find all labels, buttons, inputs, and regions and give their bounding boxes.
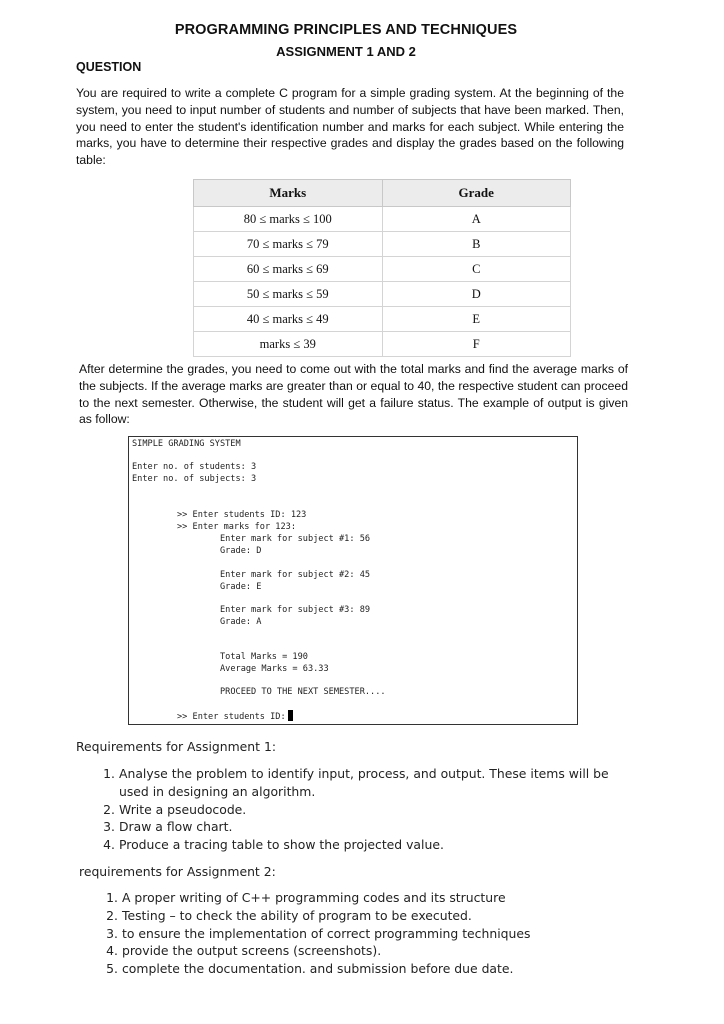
document-subtitle: ASSIGNMENT 1 AND 2 [276,44,416,59]
console-total-marks: Total Marks = 190 [220,652,308,662]
grade-cell: D [382,282,571,307]
list-item: 1. A proper writing of C++ programming codes and its structure [106,890,506,905]
console-title: SIMPLE GRADING SYSTEM [132,439,241,449]
table-row [194,207,571,232]
grade-cell: C [382,257,571,282]
column-header-grade: Grade [382,180,571,207]
table-header-row [194,180,571,207]
console-subject2-prompt: Enter mark for subject #2: 45 [220,570,371,580]
list-item: 3. to ensure the implementation of correct programming techniques [106,925,531,941]
grade-cell: A [382,207,571,232]
console-subject3-grade: Grade: A [220,617,262,627]
console-subject3-prompt: Enter mark for subject #3: 89 [220,605,371,615]
table-row [194,307,571,332]
console-output-screenshot [128,436,578,725]
table-row [194,332,571,357]
console-next-prompt: >> Enter students ID: [177,712,286,722]
console-subject2-grade: Grade: E [220,582,262,592]
list-item: 2. Write a pseudocode. [103,801,247,817]
console-subjects-prompt: Enter no. of subjects: 3 [132,474,257,484]
marks-cell: 80 ≤ marks ≤ 100 [194,207,383,232]
list-item: 1. Analyse the problem to identify input, process, and output. These items will be used in designing an algorithm. [103,766,609,799]
console-students-prompt: Enter no. of students: 3 [132,462,257,472]
assignment2-requirements-list [106,889,622,978]
console-status: PROCEED TO THE NEXT SEMESTER.... [220,687,386,697]
column-header-marks: Marks [194,180,383,207]
list-item: 5. complete the documentation. and submission before due date. [106,961,514,977]
console-subject1-grade: Grade: D [220,546,262,556]
marks-cell: marks ≤ 39 [194,332,383,357]
question-after-table: After determine the grades, you need to come out with the total marks and find the average marks of the subjects. If the average marks are greater than or equal to 40, the respective student can proceed to the next semester. Otherwise, the student will get a failure status. The example of output is given as follow: [79,362,628,427]
console-next-prompt-line [177,710,293,723]
table-row [194,282,571,307]
list-item: 3. Draw a flow chart. [103,819,233,835]
grade-cell: F [382,332,571,357]
assignment1-heading: Requirements for Assignment 1: [76,739,277,754]
list-item: 4. Produce a tracing table to show the projected value. [103,837,444,853]
grade-cell: E [382,307,571,332]
table-row [194,232,571,257]
question-intro: You are required to write a complete C program for a simple grading system. At the beginning of the system, you need to input number of students and number of subjects that have been marked. Then, you need to enter the student's identification number and marks for each subject. While entering the marks, you have to determine their respective grades and display the grades based on the following table: [76,86,624,168]
table-row [194,257,571,282]
console-id-prompt: >> Enter students ID: 123 [177,510,307,520]
marks-cell: 60 ≤ marks ≤ 69 [194,257,383,282]
list-item: 4. provide the output screens (screenshots). [106,943,382,959]
marks-cell: 40 ≤ marks ≤ 49 [194,307,383,332]
console-marks-prompt: >> Enter marks for 123: [177,522,296,532]
assignment2-heading: requirements for Assignment 2: [79,864,276,879]
text-cursor-icon [288,710,293,721]
assignment1-requirements-list [103,765,629,854]
question-heading: QUESTION [76,60,142,74]
console-average-marks: Average Marks = 63.33 [220,664,329,674]
marks-cell: 70 ≤ marks ≤ 79 [194,232,383,257]
console-subject1-prompt: Enter mark for subject #1: 56 [220,534,371,544]
list-item: 2. Testing – to check the ability of program to be executed. [106,907,472,923]
document-title: PROGRAMMING PRINCIPLES AND TECHNIQUES [174,22,518,38]
marks-cell: 50 ≤ marks ≤ 59 [194,282,383,307]
grade-cell: B [382,232,571,257]
grade-table [193,179,571,357]
